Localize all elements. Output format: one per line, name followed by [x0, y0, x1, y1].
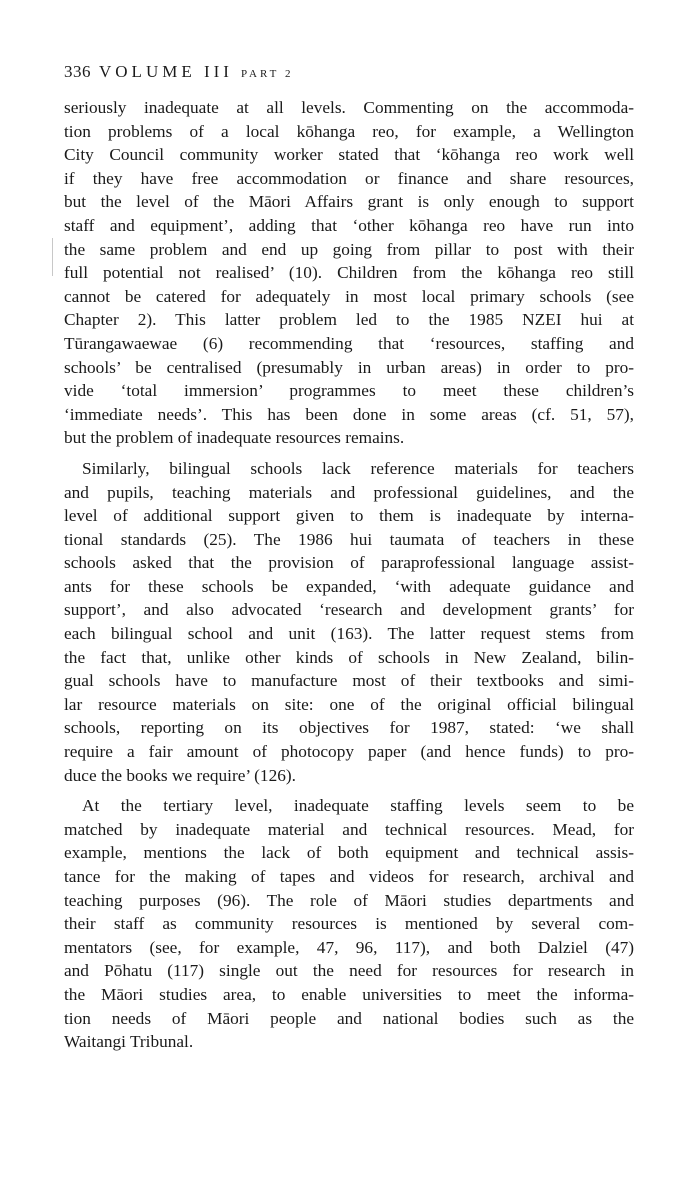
page-content	[64, 62, 634, 1054]
text-line: tional standards (25). The 1986 hui taumata of teachers in these	[64, 529, 634, 549]
text-line: example, mentions the lack of both equipment and technical assis-	[64, 843, 634, 863]
text-line: the same problem and end up going from pillar to post with their	[64, 239, 634, 259]
text-line: but the level of the Māori Affairs grant is only enough to support	[64, 192, 634, 212]
text-line: Tūrangawaewae (6) recommending that ‘resources, staffing and	[64, 333, 634, 353]
text-line: ants for these schools be expanded, ‘with adequate guidance and	[64, 576, 634, 596]
text-line: mentators (see, for example, 47, 96, 117), and both Dalziel (47)	[64, 937, 634, 957]
paragraph-3	[64, 794, 634, 1054]
text-line: cannot be catered for adequately in most local primary schools (see	[64, 286, 634, 306]
text-line: the Māori studies area, to enable universities to meet the informa-	[64, 984, 634, 1004]
text-line: vide ‘total immersion’ programmes to meet these children’s	[64, 381, 634, 401]
text-line: City Council community worker stated that ‘kōhanga reo work well	[64, 145, 634, 165]
text-line: and Pōhatu (117) single out the need for resources for research in	[64, 961, 634, 981]
text-line: each bilingual school and unit (163). The latter request stems from	[64, 624, 634, 644]
page-number: 336	[64, 62, 91, 81]
text-line: but the problem of inadequate resources remains.	[64, 428, 405, 448]
text-line: full potential not realised’ (10). Children from the kōhanga reo still	[64, 263, 634, 283]
text-line: and pupils, teaching materials and professional guidelines, and the	[64, 482, 634, 502]
text-line: teaching purposes (96). The role of Māori studies departments and	[64, 890, 634, 910]
text-line: support’, and also advocated ‘research and development grants’ for	[64, 600, 634, 620]
text-line: matched by inadequate material and technical resources. Mead, for	[64, 819, 634, 839]
text-line: schools’ be centralised (presumably in urban areas) in order to pro-	[64, 357, 634, 377]
paragraph-1	[64, 96, 634, 450]
text-line: Similarly, bilingual schools lack reference materials for teachers	[82, 458, 634, 478]
text-line: At the tertiary level, inadequate staffing levels seem to be	[82, 796, 634, 816]
text-line: if they have free accommodation or finance and share resources,	[64, 168, 634, 188]
text-line: staff and equipment’, adding that ‘other kōhanga reo have run into	[64, 215, 634, 235]
text-line: schools, reporting on its objectives for 1987, stated: ‘we shall	[64, 718, 634, 738]
text-line: require a fair amount of photocopy paper (and hence funds) to pro-	[64, 742, 634, 762]
text-line: gual schools have to manufacture most of their textbooks and simi-	[64, 671, 634, 691]
text-line: lar resource materials on site: one of the original official bilingual	[64, 694, 634, 714]
text-line: tion needs of Māori people and national bodies such as the	[64, 1008, 634, 1028]
text-line: their staff as community resources is mentioned by several com-	[64, 914, 634, 934]
text-line: level of additional support given to them is inadequate by interna-	[64, 506, 634, 526]
text-line: Waitangi Tribunal.	[64, 1032, 194, 1052]
text-line: ‘immediate needs’. This has been done in some areas (cf. 51, 57),	[64, 404, 634, 424]
text-line: seriously inadequate at all levels. Commenting on the accommoda-	[64, 98, 634, 117]
paragraph-2	[64, 457, 634, 787]
running-head	[64, 62, 634, 82]
volume-label: VOLUME III	[99, 62, 233, 81]
part-label: PART 2	[240, 68, 294, 80]
text-line: Chapter 2). This latter problem led to the 1985 NZEI hui at	[64, 310, 634, 330]
text-line: the fact that, unlike other kinds of schools in New Zealand, bilin-	[64, 647, 634, 667]
text-line: schools asked that the provision of paraprofessional language assist-	[64, 553, 634, 573]
text-line: tion problems of a local kōhanga reo, for example, a Wellington	[64, 121, 634, 141]
text-line: duce the books we require’ (126).	[64, 765, 296, 785]
margin-rule	[52, 238, 53, 276]
text-line: tance for the making of tapes and videos for research, archival and	[64, 867, 634, 886]
